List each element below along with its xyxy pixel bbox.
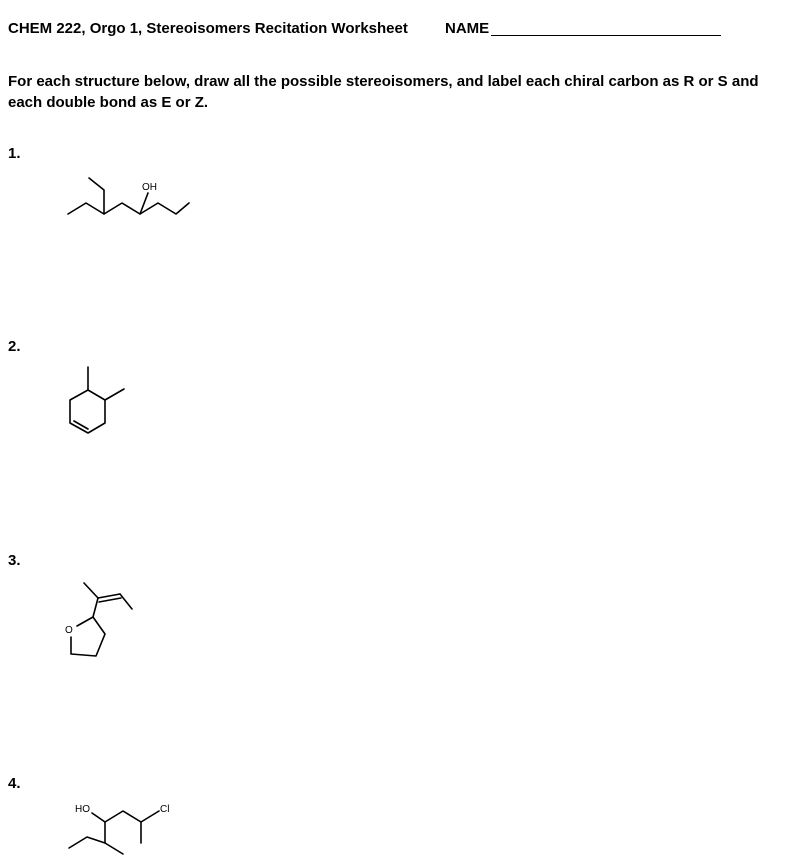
question-1-number: 1. bbox=[8, 145, 21, 162]
question-2-number: 2. bbox=[8, 338, 21, 355]
question-4-cl-label: Cl bbox=[160, 804, 170, 815]
name-label: NAME bbox=[445, 20, 490, 37]
question-3-oxygen-label: O bbox=[65, 625, 73, 636]
question-4-ho-label: HO bbox=[75, 804, 90, 815]
question-3-number: 3. bbox=[8, 552, 21, 569]
question-1-oh-label: OH bbox=[142, 182, 157, 193]
question-4-number: 4. bbox=[8, 775, 21, 792]
worksheet-title: CHEM 222, Orgo 1, Stereoisomers Recitation Worksheet bbox=[8, 20, 408, 37]
instructions: For each structure below, draw all the possible stereoisomers, and label each chiral carbon as R or S and each double bond as E or Z. bbox=[8, 73, 759, 111]
